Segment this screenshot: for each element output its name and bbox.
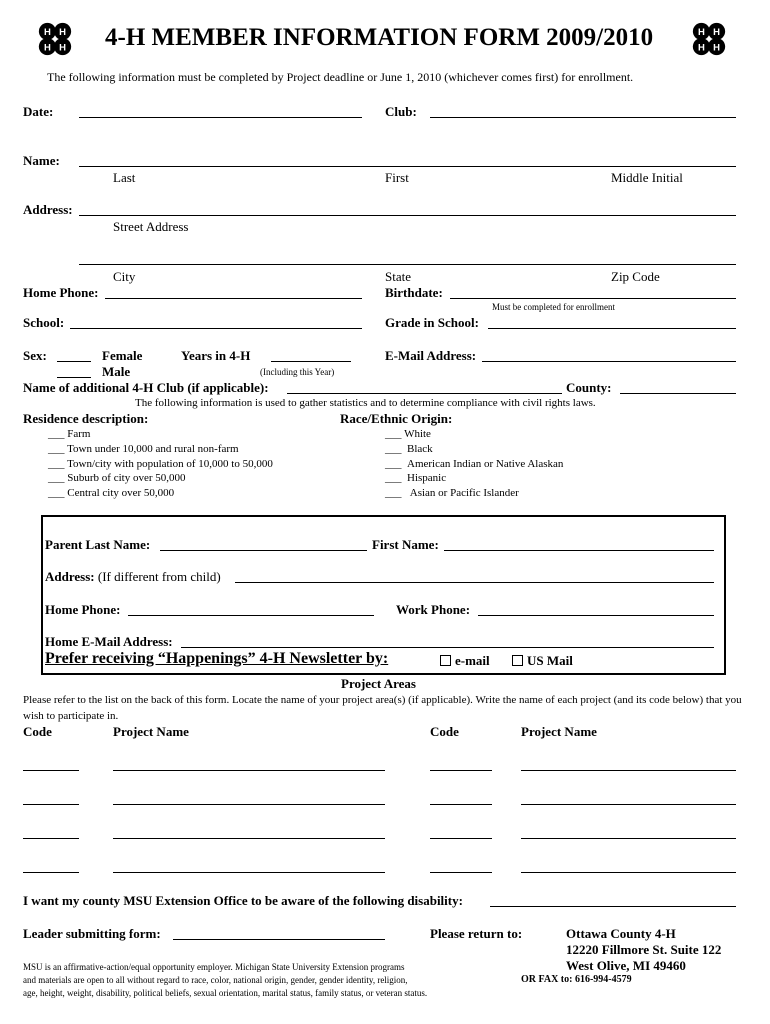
years-field[interactable] (271, 361, 351, 362)
additional-club-field[interactable] (287, 393, 562, 394)
project-name-field[interactable] (113, 872, 385, 873)
newsletter-label: Prefer receiving “Happenings” 4-H Newsletter by: (45, 650, 389, 667)
including-year-note: (Including this Year) (260, 367, 335, 377)
city-state-zip-field[interactable] (79, 264, 736, 265)
school-label: School: (23, 315, 65, 330)
office-street: 12220 Fillmore St. Suite 122 (566, 942, 722, 957)
project-name-header: Project Name (113, 724, 189, 739)
four-h-clover-icon (36, 20, 74, 58)
projects-heading: Project Areas (341, 676, 416, 691)
footer-line: age, height, weight, disability, political beliefs, sexual orientation, marital status, family status, or veteran status. (23, 988, 428, 998)
parent-first-name-label: First Name: (372, 537, 439, 552)
sex-label: Sex: (23, 348, 47, 363)
return-to-label: Please return to: (430, 926, 523, 941)
grade-label: Grade in School: (385, 315, 479, 330)
parent-address-field[interactable] (235, 582, 714, 583)
email-label: E-Mail Address: (385, 348, 477, 363)
svg-text:H: H (713, 42, 721, 54)
project-name-header: Project Name (521, 724, 597, 739)
civil-rights-note: The following information is used to gather statistics and to determine compliance with civil rights laws. (135, 397, 596, 409)
county-field[interactable] (620, 393, 736, 394)
additional-club-label: Name of additional 4-H Club (if applicable): (23, 380, 269, 395)
checkbox-icon (440, 655, 451, 666)
school-field[interactable] (70, 328, 362, 329)
parent-address-label: Address: (If different from child) (45, 569, 221, 584)
svg-text:H: H (713, 27, 721, 39)
residence-heading: Residence description: (23, 411, 149, 426)
state-caption: State (385, 269, 411, 284)
residence-option[interactable]: ___ Central city over 50,000 (48, 487, 175, 499)
first-caption: First (385, 170, 409, 185)
svg-text:H: H (43, 42, 51, 54)
projects-instructions: Please refer to the list on the back of this form. Locate the name of your project area(s) (if applicable). Write the name of each project (and its code below) that you wish to participate in. (23, 694, 742, 722)
home-phone-label: Home Phone: (23, 285, 99, 300)
residence-option[interactable]: ___ Farm (48, 428, 91, 440)
project-name-field[interactable] (521, 838, 736, 839)
leader-field[interactable] (173, 939, 385, 940)
race-option[interactable]: ___ Black (385, 443, 433, 455)
parent-last-name-field[interactable] (160, 550, 367, 551)
code-header: Code (430, 724, 459, 739)
name-label: Name: (23, 153, 60, 168)
newsletter-email-option[interactable]: e-mail (440, 653, 490, 669)
project-name-field[interactable] (113, 804, 385, 805)
code-field[interactable] (430, 872, 492, 873)
middle-initial-caption: Middle Initial (611, 170, 683, 185)
code-field[interactable] (23, 838, 79, 839)
home-phone-field[interactable] (105, 298, 362, 299)
parent-first-name-field[interactable] (444, 550, 714, 551)
club-field[interactable] (430, 117, 736, 118)
project-name-field[interactable] (113, 770, 385, 771)
project-name-field[interactable] (521, 770, 736, 771)
residence-option[interactable]: ___ Suburb of city over 50,000 (48, 472, 186, 484)
city-caption: City (113, 269, 136, 284)
grade-field[interactable] (488, 328, 736, 329)
code-header: Code (23, 724, 52, 739)
parent-home-phone-field[interactable] (128, 615, 374, 616)
parent-email-label: Home E-Mail Address: (45, 634, 173, 649)
club-label: Club: (385, 104, 417, 119)
male-field[interactable] (57, 377, 91, 378)
birthdate-label: Birthdate: (385, 285, 443, 300)
project-name-field[interactable] (521, 872, 736, 873)
svg-text:H: H (697, 42, 705, 54)
four-h-clover-icon (690, 20, 728, 58)
email-field[interactable] (482, 361, 736, 362)
disability-label: I want my county MSU Extension Office to be aware of the following disability: (23, 893, 463, 908)
intro-text: The following information must be completed by Project deadline or June 1, 2010 (whichever comes first) for enrollment. (47, 70, 634, 84)
svg-text:H: H (697, 27, 705, 39)
office-city: West Olive, MI 49460 (566, 958, 686, 973)
leader-label: Leader submitting form: (23, 926, 161, 941)
footer-line: and materials are open to all without regard to race, color, national origin, gender, gender identity, religion, (23, 975, 408, 985)
address-label: Address: (23, 202, 73, 217)
last-caption: Last (113, 170, 136, 185)
code-field[interactable] (430, 804, 492, 805)
footer-line: MSU is an affirmative-action/equal opportunity employer. Michigan State University Extension programs (23, 962, 405, 972)
code-field[interactable] (430, 770, 492, 771)
race-option[interactable]: ___ American Indian or Native Alaskan (385, 458, 564, 470)
page-title: 4-H MEMBER INFORMATION FORM 2009/2010 (105, 24, 654, 51)
race-option[interactable]: ___ White (385, 428, 431, 440)
race-option[interactable]: ___ Hispanic (385, 472, 447, 484)
office-name: Ottawa County 4-H (566, 926, 676, 941)
code-field[interactable] (23, 804, 79, 805)
county-label: County: (566, 380, 612, 395)
parent-email-field[interactable] (181, 647, 714, 648)
residence-option[interactable]: ___ Town/city with population of 10,000 to 50,000 (48, 458, 273, 470)
svg-text:H: H (59, 42, 67, 54)
parent-work-phone-label: Work Phone: (396, 602, 471, 617)
code-field[interactable] (23, 770, 79, 771)
parent-last-name-label: Parent Last Name: (45, 537, 151, 552)
svg-text:H: H (59, 27, 67, 39)
years-label: Years in 4-H (181, 348, 251, 363)
checkbox-icon (512, 655, 523, 666)
race-option[interactable]: ___ Asian or Pacific Islander (385, 487, 519, 499)
parent-work-phone-field[interactable] (478, 615, 714, 616)
birthdate-field[interactable] (450, 298, 736, 299)
female-label: Female (102, 348, 143, 363)
newsletter-mail-option[interactable]: US Mail (512, 653, 573, 669)
race-heading: Race/Ethnic Origin: (340, 411, 453, 426)
project-name-field[interactable] (113, 838, 385, 839)
male-label: Male (102, 364, 131, 379)
parent-home-phone-label: Home Phone: (45, 602, 121, 617)
disability-field[interactable] (490, 906, 736, 907)
street-address-field[interactable] (79, 215, 736, 216)
code-field[interactable] (23, 872, 79, 873)
residence-option[interactable]: ___ Town under 10,000 and rural non-farm (48, 443, 239, 455)
office-fax: OR FAX to: 616-994-4579 (521, 974, 632, 985)
date-label: Date: (23, 104, 54, 119)
date-field[interactable] (79, 117, 362, 118)
name-field[interactable] (79, 166, 736, 167)
zip-caption: Zip Code (611, 269, 660, 284)
svg-text:H: H (43, 27, 51, 39)
code-field[interactable] (430, 838, 492, 839)
street-address-caption: Street Address (113, 219, 189, 234)
birthdate-note: Must be completed for enrollment (492, 302, 615, 312)
female-field[interactable] (57, 361, 91, 362)
project-name-field[interactable] (521, 804, 736, 805)
